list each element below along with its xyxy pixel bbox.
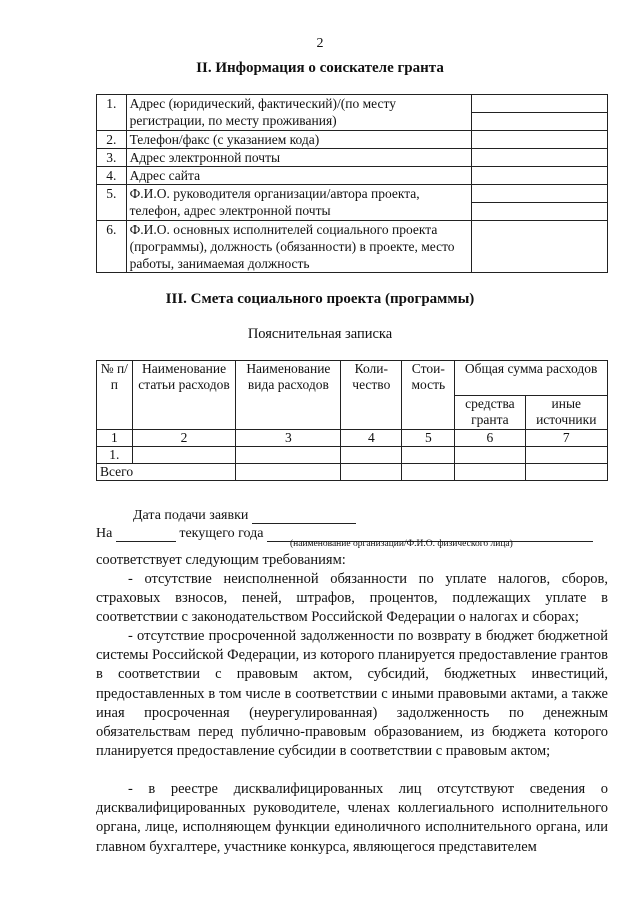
- row-label: Адрес сайта: [126, 167, 472, 185]
- index-cell: 2: [132, 430, 236, 447]
- index-cell: 4: [341, 430, 402, 447]
- requirement-3: [96, 780, 608, 857]
- table-row: [97, 149, 608, 167]
- requirement-text: - отсутствие неисполненной обязанности по уплате налогов, сборов, страховых взносов, пеней, штрафов, процентов, подлежащих уплате в соответствии с законодательством Российской Федерации о налогах и сборах;: [96, 571, 608, 626]
- header-other: иные источники: [525, 396, 607, 430]
- date-blank-short: [116, 528, 176, 542]
- row-number: 3.: [97, 149, 127, 167]
- requirement-text: - в реестре дисквалифицированных лиц отсутствуют сведения о дисквалифицированных руководителе, членах коллегиального исполнительного органа, лице, исполняющем функции единоличного исполнительного органа, или главном бухгалтере, участнике конкурса, являющегося представителем: [96, 781, 608, 855]
- row-label: Адрес электронной почты: [126, 149, 472, 167]
- table-row: [97, 95, 608, 131]
- date-blank: [252, 509, 356, 524]
- index-cell: 1: [97, 430, 133, 447]
- applicant-info-table: [96, 94, 608, 273]
- value-cell: [472, 185, 608, 221]
- requirement-2: [96, 627, 608, 761]
- table-row: [97, 221, 608, 273]
- header-grant: средства гранта: [455, 396, 525, 430]
- value-cell: [472, 131, 608, 149]
- row-number: 6.: [97, 221, 127, 273]
- submission-date-row: [133, 508, 356, 524]
- row-label: Ф.И.О. основных исполнителей социального проекта (программы), должность (обязанности) в проекте, место работы, занимаемая должность: [126, 221, 472, 273]
- na-label: На: [96, 526, 113, 541]
- row-label: Адрес (юридический, фактический)/(по месту регистрации, по месту проживания): [126, 95, 472, 131]
- budget-table: [96, 360, 608, 481]
- table-row: [97, 185, 608, 221]
- requirement-1: [96, 570, 608, 628]
- table-row: [97, 464, 608, 481]
- header-article: Наименование статьи расходов: [132, 361, 236, 430]
- index-cell: 7: [525, 430, 607, 447]
- table-header-row: [97, 361, 608, 396]
- header-cost: Стои-мость: [402, 361, 455, 430]
- requirement-text: - отсутствие просроченной задолженности по возврату в бюджет бюджетной системы Российской Федерации, из которого планируется предоставление грантов в соответствии с правовым актом, субсидий, бюджетных инвестиций, предоставленных в том числе в соответствии с иными правовыми актами, а также иная просроченная (неурегулированная) задолженность по денежным обязательствам перед публично-правовым образованием, из бюджета которого планируется предоставление субсидии в соответствии с правовым актом;: [96, 628, 608, 760]
- row-label: Телефон/факс (с указанием кода): [126, 131, 472, 149]
- row-number: 1.: [97, 447, 133, 464]
- explanatory-note-title: Пояснительная записка: [247, 326, 393, 342]
- row-number: 1.: [97, 95, 127, 131]
- header-total: Общая сумма расходов: [455, 361, 608, 396]
- header-num: № п/п: [97, 361, 133, 430]
- value-cell: [472, 95, 608, 131]
- value-cell: [472, 221, 608, 273]
- complies-text: соответствует следующим требованиям:: [96, 552, 346, 568]
- value-cell: [472, 167, 608, 185]
- row-number: 2.: [97, 131, 127, 149]
- name-caption: (наименование организации/Ф.И.О. физического лица): [290, 539, 513, 549]
- current-year-label: текущего года: [179, 526, 264, 541]
- table-row: [97, 167, 608, 185]
- table-row: [97, 131, 608, 149]
- date-label: Дата подачи заявки: [133, 508, 249, 523]
- table-row: [97, 447, 608, 464]
- index-cell: 5: [402, 430, 455, 447]
- index-cell: 3: [236, 430, 341, 447]
- header-qty: Коли-чество: [341, 361, 402, 430]
- table-row: [97, 430, 608, 447]
- section3-title: III. Смета социального проекта (программы): [165, 291, 475, 307]
- value-cell: [472, 149, 608, 167]
- index-cell: 6: [455, 430, 525, 447]
- row-number: 5.: [97, 185, 127, 221]
- page-number: 2: [316, 36, 324, 51]
- section2-title: II. Информация о соискателе гранта: [196, 60, 444, 76]
- row-number: 4.: [97, 167, 127, 185]
- row-label: Ф.И.О. руководителя организации/автора проекта, телефон, адрес электронной почты: [126, 185, 472, 221]
- header-type: Наименование вида расходов: [236, 361, 341, 430]
- total-label: Всего: [97, 464, 236, 481]
